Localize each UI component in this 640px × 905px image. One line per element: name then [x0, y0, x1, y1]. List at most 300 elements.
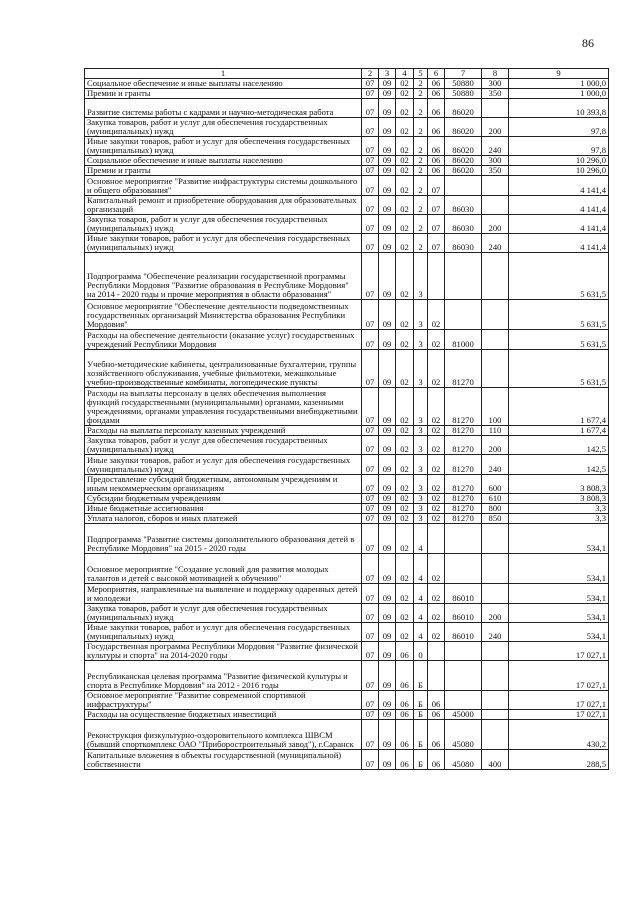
code-section: 07: [362, 79, 379, 89]
code-section: 07: [362, 330, 379, 350]
code-section: 07: [362, 137, 379, 156]
code-program: 06: [396, 661, 414, 691]
row-name: Подпрограмма "Обеспечение реализации государственной программы Республики Мордовия "Развитие образования в Республике Мордовия" на 2014 - 2020 годы и прочие мероприятия в области образования": [85, 253, 362, 300]
code-direction: 81270: [445, 455, 482, 475]
row-amount: 97,8: [509, 137, 609, 156]
table-row: [85, 253, 609, 300]
code-subprogram: 2: [414, 196, 428, 215]
code-program: 02: [396, 89, 414, 99]
code-subsection: 09: [379, 176, 396, 196]
code-subprogram: Б: [414, 720, 428, 750]
table-row: [85, 99, 609, 118]
code-event: 06: [428, 691, 445, 710]
row-amount: 97,8: [509, 118, 609, 137]
code-program: 02: [396, 524, 414, 554]
row-name: Государственная программа Республики Мордовия "Развитие физической культуры и спорта" на 2014-2020 годы: [85, 642, 362, 661]
code-subsection: 09: [379, 79, 396, 89]
code-event: 02: [428, 504, 445, 514]
code-program: 02: [396, 176, 414, 196]
code-program: 02: [396, 330, 414, 350]
code-program: 02: [396, 99, 414, 118]
code-program: 02: [396, 234, 414, 253]
row-name: Расходы на осуществление бюджетных инвестиций: [85, 710, 362, 720]
column-header: 9: [509, 69, 609, 79]
table-row: [85, 330, 609, 350]
code-subprogram: 3: [414, 426, 428, 436]
code-expense-type: [482, 524, 509, 554]
code-subprogram: 3: [414, 330, 428, 350]
code-expense-type: 100: [482, 388, 509, 426]
code-direction: 81270: [445, 494, 482, 504]
row-name: Закупка товаров, работ и услуг для обеспечения государственных (муниципальных) нужд: [85, 436, 362, 455]
code-program: 02: [396, 137, 414, 156]
table-row: [85, 604, 609, 623]
code-program: 02: [396, 388, 414, 426]
code-subprogram: 4: [414, 604, 428, 623]
column-header: 2: [362, 69, 379, 79]
code-direction: 81270: [445, 504, 482, 514]
code-expense-type: 240: [482, 137, 509, 156]
code-subprogram: 3: [414, 504, 428, 514]
code-expense-type: 240: [482, 623, 509, 642]
row-amount: 17 027,1: [509, 661, 609, 691]
code-subprogram: 2: [414, 234, 428, 253]
table-row: [85, 720, 609, 750]
table-row: [85, 137, 609, 156]
code-direction: 86020: [445, 166, 482, 176]
table-row: [85, 166, 609, 176]
code-subprogram: 2: [414, 166, 428, 176]
code-event: 07: [428, 176, 445, 196]
row-amount: 142,5: [509, 436, 609, 455]
code-subprogram: 2: [414, 176, 428, 196]
code-subsection: 09: [379, 156, 396, 166]
code-event: 02: [428, 350, 445, 388]
row-name: Иные бюджетные ассигнования: [85, 504, 362, 514]
code-program: 06: [396, 710, 414, 720]
code-event: 07: [428, 215, 445, 234]
code-expense-type: 800: [482, 504, 509, 514]
code-program: 02: [396, 253, 414, 300]
row-amount: 5 631,5: [509, 350, 609, 388]
code-expense-type: 200: [482, 436, 509, 455]
code-subsection: 09: [379, 215, 396, 234]
code-direction: 86010: [445, 604, 482, 623]
table-row: [85, 176, 609, 196]
row-amount: 10 393,8: [509, 99, 609, 118]
table-row: [85, 514, 609, 524]
code-expense-type: [482, 554, 509, 584]
code-event: 06: [428, 118, 445, 137]
code-direction: 86010: [445, 623, 482, 642]
code-section: 07: [362, 455, 379, 475]
code-program: 02: [396, 584, 414, 604]
code-direction: 86030: [445, 196, 482, 215]
row-name: Предоставление субсидий бюджетным, автономным учреждениям и иным некоммерческим организациям: [85, 475, 362, 494]
table-row: [85, 89, 609, 99]
code-expense-type: [482, 350, 509, 388]
code-expense-type: [482, 661, 509, 691]
code-direction: 81270: [445, 388, 482, 426]
table-row: [85, 196, 609, 215]
code-subsection: 09: [379, 494, 396, 504]
code-section: 07: [362, 156, 379, 166]
row-amount: 4 141,4: [509, 215, 609, 234]
column-header-row: [85, 69, 609, 79]
code-section: 07: [362, 426, 379, 436]
code-section: 07: [362, 554, 379, 584]
code-direction: 86020: [445, 118, 482, 137]
code-direction: 81270: [445, 514, 482, 524]
code-subprogram: 4: [414, 524, 428, 554]
code-section: 07: [362, 720, 379, 750]
row-name: Республиканская целевая программа "Развитие физической культуры и спорта в Республике Мордовия" на 2012 - 2016 годы: [85, 661, 362, 691]
code-subprogram: 3: [414, 494, 428, 504]
code-direction: [445, 554, 482, 584]
code-direction: 81270: [445, 475, 482, 494]
row-amount: 534,1: [509, 524, 609, 554]
row-name: Капитальные вложения в объекты государственной (муниципальной) собственности: [85, 750, 362, 770]
code-section: 07: [362, 350, 379, 388]
code-subsection: 09: [379, 137, 396, 156]
code-section: 07: [362, 584, 379, 604]
row-name: Уплата налогов, сборов и иных платежей: [85, 514, 362, 524]
column-header: 7: [445, 69, 482, 79]
code-subprogram: Б: [414, 661, 428, 691]
code-direction: 45000: [445, 710, 482, 720]
row-amount: 4 141,4: [509, 176, 609, 196]
code-section: 07: [362, 661, 379, 691]
code-direction: [445, 176, 482, 196]
code-section: 07: [362, 388, 379, 426]
code-expense-type: [482, 196, 509, 215]
row-name: Социальное обеспечение и иные выплаты населению: [85, 156, 362, 166]
column-header: 1: [85, 69, 362, 79]
code-section: 07: [362, 475, 379, 494]
code-section: 07: [362, 504, 379, 514]
code-subprogram: Б: [414, 691, 428, 710]
row-name: Закупка товаров, работ и услуг для обеспечения государственных (муниципальных) нужд: [85, 118, 362, 137]
code-program: 06: [396, 720, 414, 750]
code-event: [428, 253, 445, 300]
code-event: 02: [428, 494, 445, 504]
code-event: 07: [428, 234, 445, 253]
code-section: 07: [362, 196, 379, 215]
code-direction: 81270: [445, 426, 482, 436]
code-section: 07: [362, 604, 379, 623]
table-row: [85, 215, 609, 234]
code-expense-type: [482, 691, 509, 710]
code-event: 02: [428, 604, 445, 623]
code-direction: [445, 642, 482, 661]
code-program: 06: [396, 691, 414, 710]
code-program: 02: [396, 350, 414, 388]
code-section: 07: [362, 99, 379, 118]
row-amount: 534,1: [509, 554, 609, 584]
code-subprogram: 2: [414, 89, 428, 99]
row-amount: 10 296,0: [509, 156, 609, 166]
code-section: 07: [362, 300, 379, 330]
code-direction: 45080: [445, 720, 482, 750]
code-section: 07: [362, 118, 379, 137]
table-row: [85, 388, 609, 426]
code-program: 02: [396, 300, 414, 330]
row-amount: 534,1: [509, 604, 609, 623]
code-program: 02: [396, 215, 414, 234]
code-subsection: 09: [379, 234, 396, 253]
code-program: 02: [396, 156, 414, 166]
code-event: 02: [428, 300, 445, 330]
code-direction: 81270: [445, 436, 482, 455]
table-row: [85, 524, 609, 554]
row-name: Реконструкция физкультурно-оздоровительного комплекса ШВСМ (бывший спорткомплекс ОАО "Приборостроительный завод"), г.Саранск: [85, 720, 362, 750]
code-subsection: 09: [379, 554, 396, 584]
code-subsection: 09: [379, 118, 396, 137]
code-subsection: 09: [379, 436, 396, 455]
row-name: Развитие системы работы с кадрами и научно-методическая работа: [85, 99, 362, 118]
code-program: 02: [396, 118, 414, 137]
code-direction: [445, 524, 482, 554]
table-row: [85, 426, 609, 436]
row-name: Мероприятия, направленные на выявление и поддержку одаренных детей и молодежи: [85, 584, 362, 604]
code-subsection: 09: [379, 584, 396, 604]
row-name: Расходы на обеспечение деятельности (оказание услуг) государственных учреждений Республики Мордовия: [85, 330, 362, 350]
code-expense-type: 350: [482, 89, 509, 99]
code-section: 07: [362, 710, 379, 720]
table-row: [85, 234, 609, 253]
table-row: [85, 661, 609, 691]
table-row: [85, 642, 609, 661]
row-amount: 288,5: [509, 750, 609, 770]
table-row: [85, 494, 609, 504]
code-direction: 86030: [445, 215, 482, 234]
row-amount: 5 631,5: [509, 253, 609, 300]
code-event: 06: [428, 750, 445, 770]
code-event: [428, 642, 445, 661]
code-section: 07: [362, 253, 379, 300]
code-subsection: 09: [379, 720, 396, 750]
code-event: [428, 524, 445, 554]
code-expense-type: [482, 300, 509, 330]
row-amount: 4 141,4: [509, 196, 609, 215]
code-subprogram: 3: [414, 455, 428, 475]
row-name: Расходы на выплаты персоналу в целях обеспечения выполнения функций государственными (муниципальными) органами, казенными учреждениями, органами управления государственными внебюджетными фондами: [85, 388, 362, 426]
code-event: 06: [428, 166, 445, 176]
column-header: 6: [428, 69, 445, 79]
code-expense-type: 240: [482, 234, 509, 253]
code-subprogram: 3: [414, 253, 428, 300]
code-direction: 86020: [445, 137, 482, 156]
row-name: Иные закупки товаров, работ и услуг для обеспечения государственных (муниципальных) нужд: [85, 455, 362, 475]
code-expense-type: [482, 642, 509, 661]
code-event: 06: [428, 79, 445, 89]
code-section: 07: [362, 436, 379, 455]
code-subprogram: 2: [414, 156, 428, 166]
row-name: Основное мероприятие "Развитие современной спортивной инфраструктуры": [85, 691, 362, 710]
code-section: 07: [362, 215, 379, 234]
code-program: 02: [396, 455, 414, 475]
table-body: [85, 79, 609, 770]
table-row: [85, 584, 609, 604]
code-expense-type: [482, 99, 509, 118]
code-program: 02: [396, 514, 414, 524]
row-name: Иные закупки товаров, работ и услуг для обеспечения государственных (муниципальных) нужд: [85, 623, 362, 642]
code-subprogram: 3: [414, 475, 428, 494]
code-subsection: 09: [379, 330, 396, 350]
table-row: [85, 691, 609, 710]
row-amount: 4 141,4: [509, 234, 609, 253]
code-program: 02: [396, 623, 414, 642]
row-name: Подпрограмма "Развитие системы дополнительного образования детей в Республике Мордовия" на 2015 - 2020 годы: [85, 524, 362, 554]
code-direction: [445, 661, 482, 691]
code-subsection: 09: [379, 475, 396, 494]
code-subsection: 09: [379, 350, 396, 388]
row-amount: 430,2: [509, 720, 609, 750]
code-program: 02: [396, 554, 414, 584]
code-program: 02: [396, 79, 414, 89]
code-event: 02: [428, 330, 445, 350]
code-expense-type: [482, 176, 509, 196]
row-name: Капитальный ремонт и приобретение оборудования для образовательных организаций: [85, 196, 362, 215]
code-subprogram: 2: [414, 215, 428, 234]
table-row: [85, 350, 609, 388]
code-subsection: 09: [379, 166, 396, 176]
code-program: 02: [396, 494, 414, 504]
code-expense-type: 610: [482, 494, 509, 504]
code-subsection: 09: [379, 642, 396, 661]
code-subsection: 09: [379, 504, 396, 514]
code-section: 07: [362, 234, 379, 253]
row-amount: 17 027,1: [509, 710, 609, 720]
table-row: [85, 436, 609, 455]
row-amount: 3 808,3: [509, 494, 609, 504]
table-row: [85, 623, 609, 642]
code-subsection: 09: [379, 253, 396, 300]
row-amount: 142,5: [509, 455, 609, 475]
page-number: 86: [582, 36, 594, 50]
code-event: 02: [428, 475, 445, 494]
code-event: 02: [428, 623, 445, 642]
code-direction: 86010: [445, 584, 482, 604]
budget-table: [84, 68, 609, 770]
table-row: [85, 750, 609, 770]
table-row: [85, 118, 609, 137]
code-program: 02: [396, 504, 414, 514]
code-subsection: 09: [379, 514, 396, 524]
code-event: 02: [428, 436, 445, 455]
code-program: 06: [396, 750, 414, 770]
row-name: Премии и гранты: [85, 89, 362, 99]
code-subprogram: Б: [414, 710, 428, 720]
code-subprogram: 3: [414, 300, 428, 330]
code-program: 02: [396, 475, 414, 494]
code-section: 07: [362, 524, 379, 554]
code-subsection: 09: [379, 426, 396, 436]
code-subprogram: 2: [414, 79, 428, 89]
code-program: 02: [396, 426, 414, 436]
code-section: 07: [362, 691, 379, 710]
row-amount: 17 027,1: [509, 691, 609, 710]
row-amount: 3,3: [509, 504, 609, 514]
code-subsection: 09: [379, 661, 396, 691]
code-subsection: 09: [379, 455, 396, 475]
code-event: 06: [428, 720, 445, 750]
code-subprogram: 2: [414, 118, 428, 137]
code-expense-type: 110: [482, 426, 509, 436]
code-event: 06: [428, 89, 445, 99]
code-expense-type: 350: [482, 166, 509, 176]
code-section: 07: [362, 750, 379, 770]
code-program: 02: [396, 196, 414, 215]
row-name: Основное мероприятие "Обеспечение деятельности подведомственных государственных организаций Министерства образования Республики Мордовия": [85, 300, 362, 330]
code-direction: 50880: [445, 79, 482, 89]
code-expense-type: 240: [482, 455, 509, 475]
row-name: Социальное обеспечение и иные выплаты населению: [85, 79, 362, 89]
code-expense-type: 300: [482, 79, 509, 89]
code-subprogram: 3: [414, 436, 428, 455]
column-header: 4: [396, 69, 414, 79]
code-direction: [445, 300, 482, 330]
row-name: Закупка товаров, работ и услуг для обеспечения государственных (муниципальных) нужд: [85, 215, 362, 234]
code-expense-type: 200: [482, 604, 509, 623]
code-direction: 81270: [445, 350, 482, 388]
code-event: 02: [428, 554, 445, 584]
code-subsection: 09: [379, 89, 396, 99]
code-subprogram: Б: [414, 750, 428, 770]
code-subprogram: 3: [414, 388, 428, 426]
table-row: [85, 156, 609, 166]
code-section: 07: [362, 89, 379, 99]
code-expense-type: [482, 710, 509, 720]
row-name: Иные закупки товаров, работ и услуг для обеспечения государственных (муниципальных) нужд: [85, 234, 362, 253]
column-header: 8: [482, 69, 509, 79]
code-section: 07: [362, 494, 379, 504]
code-subsection: 09: [379, 300, 396, 330]
code-program: 02: [396, 604, 414, 623]
code-expense-type: [482, 720, 509, 750]
code-event: 06: [428, 710, 445, 720]
code-direction: [445, 253, 482, 300]
code-subprogram: 2: [414, 99, 428, 118]
table-row: [85, 504, 609, 514]
row-amount: 3,3: [509, 514, 609, 524]
code-subsection: 09: [379, 99, 396, 118]
row-amount: 534,1: [509, 584, 609, 604]
table-row: [85, 300, 609, 330]
code-direction: 81000: [445, 330, 482, 350]
code-expense-type: 600: [482, 475, 509, 494]
column-header: 5: [414, 69, 428, 79]
code-direction: 86030: [445, 234, 482, 253]
code-direction: 86020: [445, 99, 482, 118]
code-direction: 86020: [445, 156, 482, 166]
table-row: [85, 554, 609, 584]
code-event: 02: [428, 514, 445, 524]
row-amount: 1 000,0: [509, 79, 609, 89]
row-amount: 10 296,0: [509, 166, 609, 176]
table-row: [85, 475, 609, 494]
code-subprogram: 3: [414, 514, 428, 524]
code-expense-type: [482, 253, 509, 300]
code-expense-type: [482, 330, 509, 350]
code-subsection: 09: [379, 604, 396, 623]
row-amount: 1 000,0: [509, 89, 609, 99]
row-amount: 1 677,4: [509, 426, 609, 436]
code-section: 07: [362, 514, 379, 524]
row-amount: 5 631,5: [509, 300, 609, 330]
code-subsection: 09: [379, 388, 396, 426]
code-subprogram: 2: [414, 137, 428, 156]
